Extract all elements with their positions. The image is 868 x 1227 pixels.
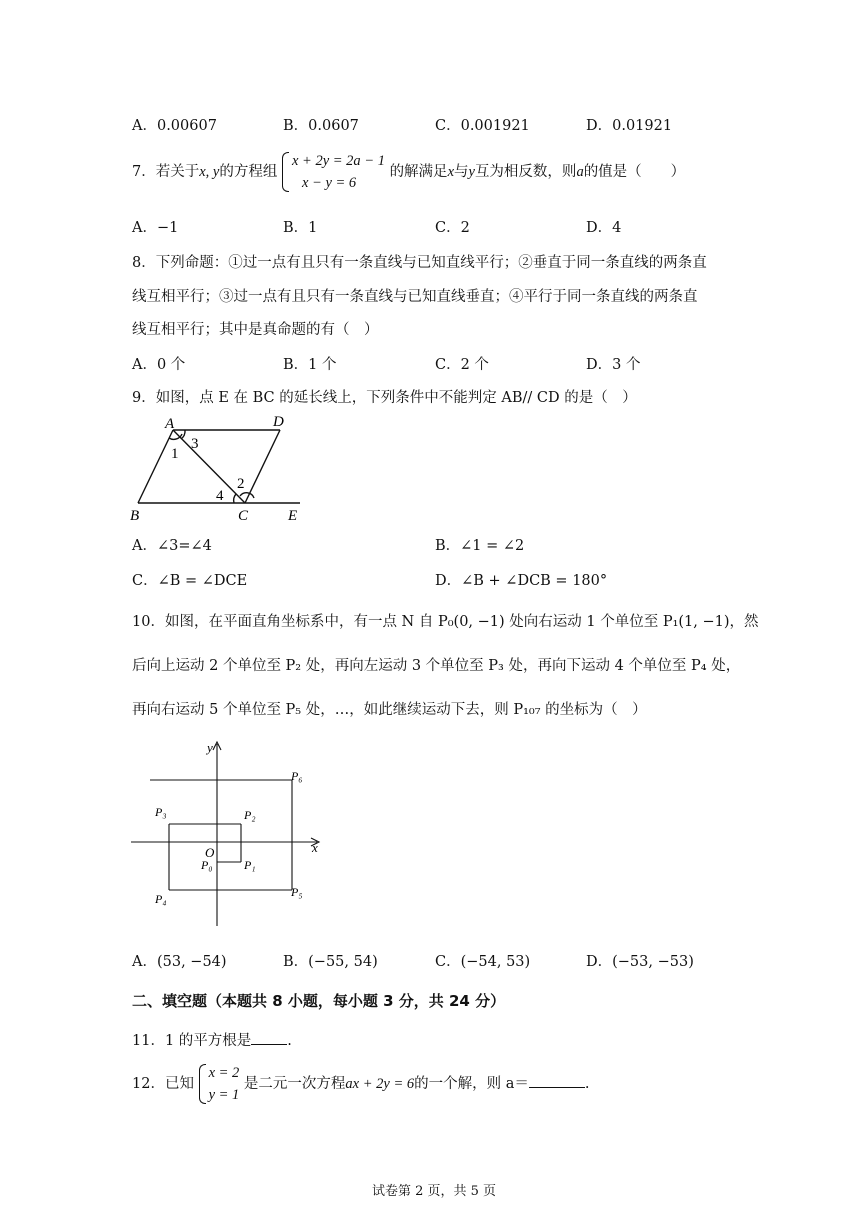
question-7: 7．若关于x, y的方程组 x + 2y = 2a − 1 x − y = 6 的解满足x与y互为相反数，则a的值是（ ） xyxy=(132,150,685,194)
q9-parallelogram-figure xyxy=(128,410,308,525)
q9-label-d: D xyxy=(273,414,284,430)
section-2-heading: 二、填空题（本题共 8 小题，每小题 3 分，共 24 分） xyxy=(132,992,506,1010)
q10-coordinate-figure xyxy=(125,738,335,933)
q10-p2-label: P₂ xyxy=(244,808,256,822)
q10-p4-label: P₄ xyxy=(155,892,167,906)
page-footer: 试卷第 2 页，共 5 页 xyxy=(371,1184,497,1199)
q7-equation-system: x + 2y = 2a − 1 x − y = 6 xyxy=(282,150,385,194)
q6-option-b: B．0.0607 xyxy=(283,118,359,134)
q9-label-e: E xyxy=(288,508,298,524)
q11-answer-blank[interactable] xyxy=(251,1044,287,1045)
q8-option-b: B．1 个 xyxy=(283,357,337,373)
q7-option-d: D．4 xyxy=(586,220,622,236)
q10-p5-label: P₅ xyxy=(291,885,303,899)
q10-option-b: B．(−55, 54) xyxy=(283,954,378,970)
question-10-line-1: 10．如图，在平面直角坐标系中，有一点 N 自 P₀(0, −1) 处向右运动 1 个单位至 P₁(1, −1)，然 xyxy=(132,614,759,630)
q9-label-a: A xyxy=(165,416,175,432)
question-8-line-2: 线互相平行；③过一点有且只有一条直线与已知直线垂直；④平行于同一条直线的两条直 xyxy=(132,289,698,305)
q6-option-c: C．0.001921 xyxy=(435,118,530,134)
q9-label-c: C xyxy=(238,508,249,524)
q7-option-c: C．2 xyxy=(435,220,470,236)
q9-option-c: C．∠B = ∠DCE xyxy=(132,573,248,589)
question-10-line-3: 再向右运动 5 个单位至 P₅ 处，…，如此继续运动下去，则 P₁₀₇ 的坐标为（ ） xyxy=(132,702,647,718)
q10-option-d: D．(−53, −53) xyxy=(586,954,694,970)
question-8-line-1: 8．下列命题：①过一点有且只有一条直线与已知直线平行；②垂直于同一条直线的两条直 xyxy=(132,255,707,271)
q8-option-d: D．3 个 xyxy=(586,357,641,373)
q10-option-a: A．(53, −54) xyxy=(132,954,227,970)
q8-option-c: C．2 个 xyxy=(435,357,489,373)
question-12: 12．已知 x = 2 y = 1 是二元一次方程ax + 2y = 6的一个解，则 a＝ . xyxy=(132,1062,589,1106)
q12-solution-system: x = 2 y = 1 xyxy=(199,1062,240,1106)
question-9: 9．如图，点 E 在 BC 的延长线上，下列条件中不能判定 AB// CD 的是（ ） xyxy=(132,390,637,406)
q6-option-a: A．0.00607 xyxy=(132,118,217,134)
q10-p6-label: P₆ xyxy=(291,769,303,783)
q9-angle-3: 3 xyxy=(191,436,199,452)
q9-angle-2: 2 xyxy=(237,476,245,492)
q10-x-axis-label: x xyxy=(312,840,318,855)
q10-p0-label: P₀ xyxy=(201,858,213,872)
q9-option-b: B．∠1 = ∠2 xyxy=(435,538,525,554)
q10-y-axis-label: y xyxy=(207,740,213,755)
q9-option-a: A．∠3=∠4 xyxy=(132,538,212,554)
q7-option-a: A．−1 xyxy=(132,220,179,236)
question-11: 11．1 的平方根是 . xyxy=(132,1033,292,1049)
q10-option-c: C．(−54, 53) xyxy=(435,954,531,970)
q9-option-d: D．∠B + ∠DCB = 180° xyxy=(435,573,608,589)
q9-angle-1: 1 xyxy=(171,446,179,462)
q10-origin-label: O xyxy=(205,845,215,860)
q6-option-d: D．0.01921 xyxy=(586,118,673,134)
q10-p1-label: P₁ xyxy=(244,858,256,872)
q9-angle-4: 4 xyxy=(216,488,224,504)
q10-p3-label: P₃ xyxy=(155,805,167,819)
q7-option-b: B．1 xyxy=(283,220,318,236)
q8-option-a: A．0 个 xyxy=(132,357,186,373)
question-8-line-3: 线互相平行；其中是真命题的有（ ） xyxy=(132,322,379,338)
q9-label-b: B xyxy=(130,508,140,524)
q12-answer-blank[interactable] xyxy=(529,1087,585,1088)
question-10-line-2: 后向上运动 2 个单位至 P₂ 处，再向左运动 3 个单位至 P₃ 处，再向下运动 4 个单位至 P₄ 处， xyxy=(132,658,741,674)
